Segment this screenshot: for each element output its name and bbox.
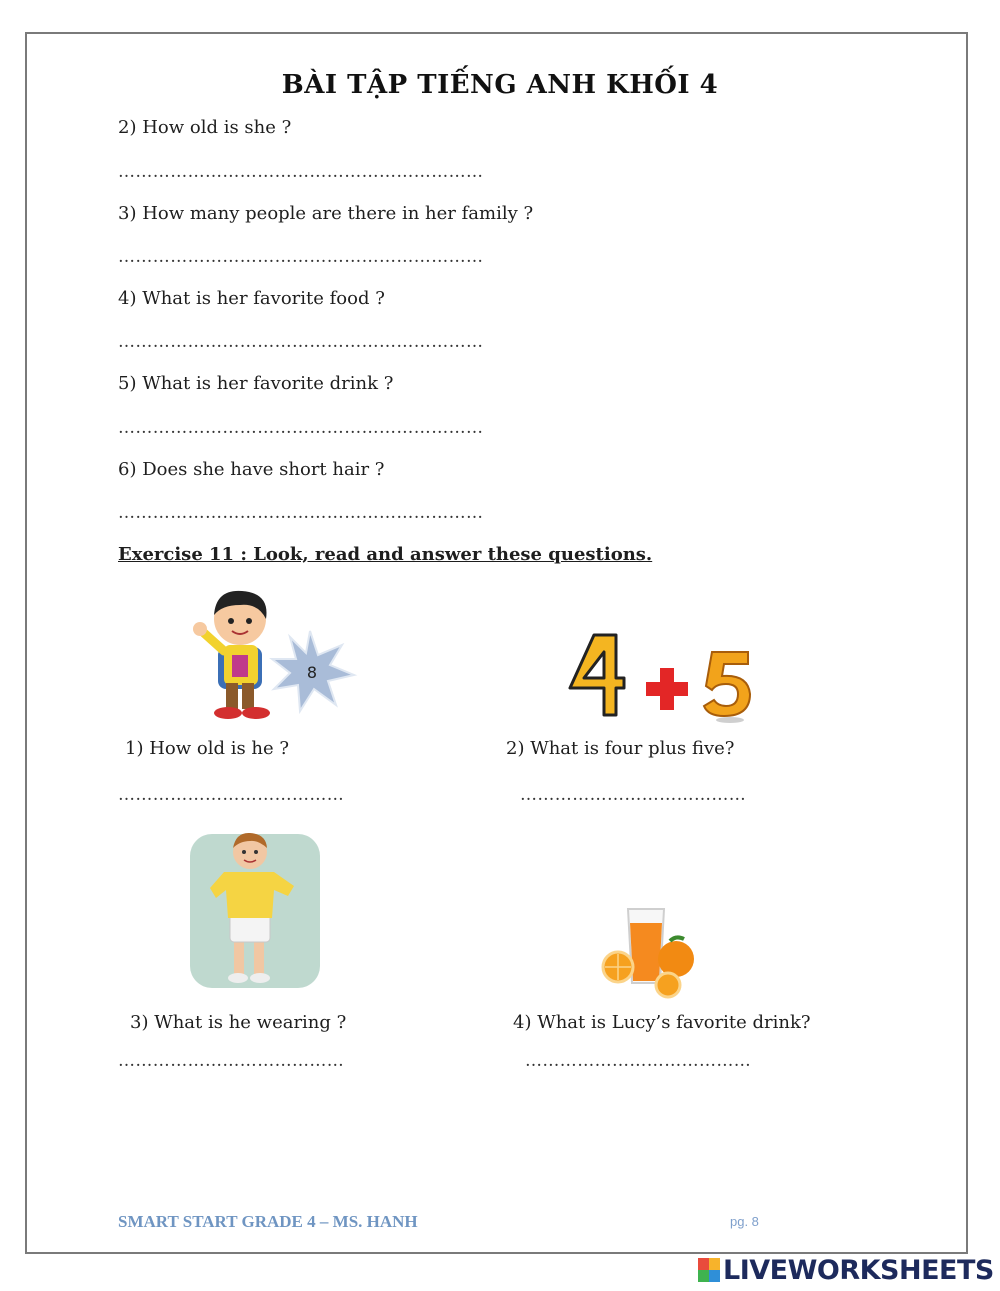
ex11-answer-line-4[interactable]: ………………………………… xyxy=(525,1051,752,1071)
boy-waving-illustration xyxy=(188,585,363,725)
question-6-text: 6) Does she have short hair ? xyxy=(118,459,385,480)
question-2-text: 2) How old is she ? xyxy=(118,117,292,138)
answer-line-3[interactable]: ……………………………………………………… xyxy=(118,247,484,267)
page-number: pg. 8 xyxy=(730,1214,759,1229)
question-5-text: 5) What is her favorite drink ? xyxy=(118,373,394,394)
liveworksheets-wordmark: LIVEWORKSHEETS xyxy=(723,1254,994,1286)
answer-line-5[interactable]: ……………………………………………………… xyxy=(118,418,484,438)
ex11-question-4: 4) What is Lucy’s favorite drink? xyxy=(513,1012,811,1033)
liveworksheets-brand[interactable] xyxy=(698,1254,994,1286)
answer-line-6[interactable]: ……………………………………………………… xyxy=(118,503,484,523)
question-3-text: 3) How many people are there in her family ? xyxy=(118,203,534,224)
exercise-heading: Exercise 11 : Look, read and answer these questions. xyxy=(118,544,653,565)
four-plus-five-illustration xyxy=(562,630,757,725)
question-4-text: 4) What is her favorite food ? xyxy=(118,288,385,309)
ex11-answer-line-1[interactable]: ………………………………… xyxy=(118,785,345,805)
page-title: BÀI TẬP TIẾNG ANH KHỐI 4 xyxy=(281,70,719,100)
ex11-question-2: 2) What is four plus five? xyxy=(506,738,735,759)
liveworksheets-logo-icon xyxy=(698,1258,720,1282)
answer-line-2[interactable]: ……………………………………………………… xyxy=(118,162,484,182)
boy-wearing-illustration xyxy=(188,826,323,991)
footer-course-label: SMART START GRADE 4 – MS. HANH xyxy=(118,1212,418,1231)
answer-line-4[interactable]: ……………………………………………………… xyxy=(118,332,484,352)
ex11-question-1: 1) How old is he ? xyxy=(125,738,290,759)
star-number: 8 xyxy=(306,663,318,682)
ex11-answer-line-3[interactable]: ………………………………… xyxy=(118,1051,345,1071)
ex11-question-3: 3) What is he wearing ? xyxy=(130,1012,347,1033)
ex11-answer-line-2[interactable]: ………………………………… xyxy=(520,785,747,805)
orange-juice-illustration xyxy=(600,905,700,1000)
